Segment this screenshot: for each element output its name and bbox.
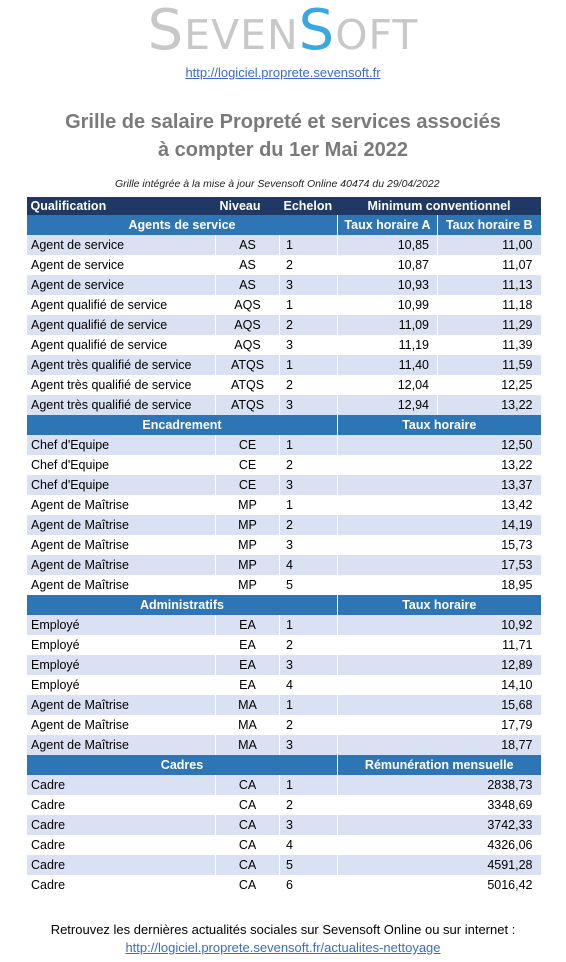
- rate-b-cell: 11,18: [438, 295, 541, 315]
- table-row: [27, 435, 541, 455]
- echelon-cell: 1: [280, 295, 338, 315]
- section-title: Encadrement: [27, 415, 338, 435]
- table-row: [27, 835, 541, 855]
- value-cell: 3742,33: [338, 815, 541, 835]
- echelon-cell: 2: [280, 255, 338, 275]
- echelon-cell: 4: [280, 675, 338, 695]
- table-row: [27, 615, 541, 635]
- qualification-cell: Chef d'Equipe: [27, 435, 216, 455]
- value-cell: 3348,69: [338, 795, 541, 815]
- qualification-cell: Agent de Maîtrise: [27, 515, 216, 535]
- niveau-cell: MP: [216, 575, 280, 595]
- rate-b-cell: 11,29: [438, 315, 541, 335]
- value-cell: 13,22: [338, 455, 541, 475]
- value-cell: 13,42: [338, 495, 541, 515]
- table-row: [27, 875, 541, 895]
- rate-a-cell: 10,93: [338, 275, 438, 295]
- echelon-cell: 3: [280, 735, 338, 755]
- table-row: [27, 255, 541, 275]
- echelon-cell: 1: [280, 495, 338, 515]
- niveau-cell: MA: [216, 695, 280, 715]
- qualification-cell: Agent qualifié de service: [27, 315, 216, 335]
- rate-b-cell: 11,07: [438, 255, 541, 275]
- update-note: Grille intégrée à la mise à jour Sevensoft Online 40474 du 29/04/2022: [115, 178, 440, 190]
- table-row: [27, 695, 541, 715]
- table-row: [27, 235, 541, 255]
- qualification-cell: Agent de Maîtrise: [27, 715, 216, 735]
- niveau-cell: MP: [216, 555, 280, 575]
- rate-a-cell: 12,04: [338, 375, 438, 395]
- qualification-cell: Agent de service: [27, 275, 216, 295]
- value-cell: 18,77: [338, 735, 541, 755]
- header-link[interactable]: http://logiciel.proprete.sevensoft.fr: [185, 65, 381, 80]
- section-header-row: [27, 755, 541, 775]
- echelon-cell: 1: [280, 435, 338, 455]
- column-label: Taux horaire: [338, 415, 541, 435]
- echelon-cell: 2: [280, 635, 338, 655]
- echelon-cell: 3: [280, 335, 338, 355]
- niveau-cell: MP: [216, 495, 280, 515]
- rate-a-cell: 11,09: [338, 315, 438, 335]
- niveau-cell: MP: [216, 515, 280, 535]
- footer-text: Retrouvez les dernières actualités sociales sur Sevensoft Online ou sur internet :: [50, 922, 516, 937]
- table-row: [27, 355, 541, 375]
- qualification-cell: Chef d'Equipe: [27, 475, 216, 495]
- column-label-b: Taux horaire B: [438, 215, 541, 235]
- echelon-cell: 3: [280, 395, 338, 415]
- qualification-cell: Agent de Maîtrise: [27, 495, 216, 515]
- page-title-line2: à compter du 1er Mai 2022: [157, 139, 409, 161]
- echelon-cell: 1: [280, 615, 338, 635]
- echelon-cell: 2: [280, 375, 338, 395]
- table-row: [27, 735, 541, 755]
- table-row: [27, 455, 541, 475]
- qualification-cell: Employé: [27, 635, 216, 655]
- niveau-cell: AS: [216, 275, 280, 295]
- niveau-cell: AS: [216, 255, 280, 275]
- rate-a-cell: 11,40: [338, 355, 438, 375]
- header-minimum: Minimum conventionnel: [338, 197, 541, 215]
- echelon-cell: 3: [280, 655, 338, 675]
- qualification-cell: Agent de Maîtrise: [27, 695, 216, 715]
- niveau-cell: MA: [216, 715, 280, 735]
- value-cell: 14,19: [338, 515, 541, 535]
- niveau-cell: AQS: [216, 315, 280, 335]
- rate-a-cell: 10,99: [338, 295, 438, 315]
- table-row: [27, 555, 541, 575]
- value-cell: 17,79: [338, 715, 541, 735]
- echelon-cell: 4: [280, 555, 338, 575]
- table-row: [27, 295, 541, 315]
- header-echelon: Echelon: [280, 197, 338, 215]
- qualification-cell: Agent de Maîtrise: [27, 535, 216, 555]
- qualification-cell: Employé: [27, 655, 216, 675]
- niveau-cell: EA: [216, 635, 280, 655]
- section-title: Agents de service: [27, 215, 338, 235]
- table-row: [27, 675, 541, 695]
- value-cell: 15,73: [338, 535, 541, 555]
- qualification-cell: Agent de service: [27, 255, 216, 275]
- echelon-cell: 4: [280, 835, 338, 855]
- value-cell: 14,10: [338, 675, 541, 695]
- echelon-cell: 2: [280, 315, 338, 335]
- table-row: [27, 275, 541, 295]
- section-title: Administratifs: [27, 595, 338, 615]
- qualification-cell: Employé: [27, 615, 216, 635]
- qualification-cell: Agent très qualifié de service: [27, 355, 216, 375]
- value-cell: 5016,42: [338, 875, 541, 895]
- rate-b-cell: 11,59: [438, 355, 541, 375]
- niveau-cell: CA: [216, 795, 280, 815]
- section-header-row: [27, 415, 541, 435]
- echelon-cell: 3: [280, 475, 338, 495]
- qualification-cell: Cadre: [27, 855, 216, 875]
- value-cell: 17,53: [338, 555, 541, 575]
- niveau-cell: CA: [216, 775, 280, 795]
- rate-b-cell: 13,22: [438, 395, 541, 415]
- table-body: [27, 215, 541, 895]
- table-row: [27, 575, 541, 595]
- echelon-cell: 1: [280, 355, 338, 375]
- niveau-cell: CE: [216, 455, 280, 475]
- niveau-cell: CA: [216, 855, 280, 875]
- table-row: [27, 375, 541, 395]
- qualification-cell: Agent très qualifié de service: [27, 395, 216, 415]
- rate-b-cell: 12,25: [438, 375, 541, 395]
- rate-a-cell: 11,19: [338, 335, 438, 355]
- table-row: [27, 855, 541, 875]
- echelon-cell: 2: [280, 795, 338, 815]
- echelon-cell: 6: [280, 875, 338, 895]
- niveau-cell: CA: [216, 875, 280, 895]
- niveau-cell: AS: [216, 235, 280, 255]
- table-row: [27, 815, 541, 835]
- echelon-cell: 2: [280, 515, 338, 535]
- rate-a-cell: 10,85: [338, 235, 438, 255]
- niveau-cell: ATQS: [216, 375, 280, 395]
- niveau-cell: MA: [216, 735, 280, 755]
- echelon-cell: 1: [280, 695, 338, 715]
- rate-b-cell: 11,00: [438, 235, 541, 255]
- column-label-a: Taux horaire A: [338, 215, 438, 235]
- niveau-cell: ATQS: [216, 395, 280, 415]
- niveau-cell: ATQS: [216, 355, 280, 375]
- value-cell: 15,68: [338, 695, 541, 715]
- value-cell: 2838,73: [338, 775, 541, 795]
- table-row: [27, 495, 541, 515]
- echelon-cell: 2: [280, 715, 338, 735]
- section-title: Cadres: [27, 755, 338, 775]
- table-row: [27, 635, 541, 655]
- table-header-row: [27, 197, 541, 215]
- qualification-cell: Agent de Maîtrise: [27, 575, 216, 595]
- value-cell: 13,37: [338, 475, 541, 495]
- column-label: Rémunération mensuelle: [338, 755, 541, 775]
- niveau-cell: AQS: [216, 335, 280, 355]
- header-qualification: Qualification: [27, 197, 216, 215]
- echelon-cell: 1: [280, 775, 338, 795]
- niveau-cell: MP: [216, 535, 280, 555]
- page-title-line1: Grille de salaire Propreté et services associés: [65, 111, 501, 133]
- table-row: [27, 655, 541, 675]
- echelon-cell: 2: [280, 455, 338, 475]
- sevensoft-logo: SEVENSOFT: [147, 0, 419, 63]
- echelon-cell: 3: [280, 275, 338, 295]
- table-row: [27, 515, 541, 535]
- table-row: [27, 475, 541, 495]
- section-header-row: [27, 595, 541, 615]
- niveau-cell: AQS: [216, 295, 280, 315]
- niveau-cell: CE: [216, 435, 280, 455]
- qualification-cell: Cadre: [27, 775, 216, 795]
- qualification-cell: Employé: [27, 675, 216, 695]
- value-cell: 11,71: [338, 635, 541, 655]
- rate-b-cell: 11,13: [438, 275, 541, 295]
- qualification-cell: Cadre: [27, 835, 216, 855]
- echelon-cell: 3: [280, 535, 338, 555]
- table-row: [27, 335, 541, 355]
- qualification-cell: Cadre: [27, 875, 216, 895]
- qualification-cell: Agent très qualifié de service: [27, 375, 216, 395]
- salary-table: [26, 197, 541, 895]
- echelon-cell: 5: [280, 575, 338, 595]
- qualification-cell: Agent de Maîtrise: [27, 555, 216, 575]
- niveau-cell: EA: [216, 675, 280, 695]
- rate-a-cell: 10,87: [338, 255, 438, 275]
- qualification-cell: Agent de Maîtrise: [27, 735, 216, 755]
- table-row: [27, 535, 541, 555]
- table-row: [27, 395, 541, 415]
- niveau-cell: CE: [216, 475, 280, 495]
- qualification-cell: Agent qualifié de service: [27, 295, 216, 315]
- table-row: [27, 715, 541, 735]
- qualification-cell: Chef d'Equipe: [27, 455, 216, 475]
- value-cell: 10,92: [338, 615, 541, 635]
- value-cell: 12,89: [338, 655, 541, 675]
- rate-b-cell: 11,39: [438, 335, 541, 355]
- niveau-cell: CA: [216, 815, 280, 835]
- value-cell: 18,95: [338, 575, 541, 595]
- rate-a-cell: 12,94: [338, 395, 438, 415]
- value-cell: 4591,28: [338, 855, 541, 875]
- footer-link[interactable]: http://logiciel.proprete.sevensoft.fr/actualites-nettoyage: [125, 940, 441, 955]
- echelon-cell: 3: [280, 815, 338, 835]
- niveau-cell: EA: [216, 615, 280, 635]
- qualification-cell: Cadre: [27, 815, 216, 835]
- echelon-cell: 1: [280, 235, 338, 255]
- table-row: [27, 315, 541, 335]
- qualification-cell: Agent qualifié de service: [27, 335, 216, 355]
- header-niveau: Niveau: [216, 197, 280, 215]
- value-cell: 12,50: [338, 435, 541, 455]
- qualification-cell: Cadre: [27, 795, 216, 815]
- niveau-cell: CA: [216, 835, 280, 855]
- section-header-row: [27, 215, 541, 235]
- niveau-cell: EA: [216, 655, 280, 675]
- column-label: Taux horaire: [338, 595, 541, 615]
- table-row: [27, 795, 541, 815]
- echelon-cell: 5: [280, 855, 338, 875]
- qualification-cell: Agent de service: [27, 235, 216, 255]
- table-row: [27, 775, 541, 795]
- value-cell: 4326,06: [338, 835, 541, 855]
